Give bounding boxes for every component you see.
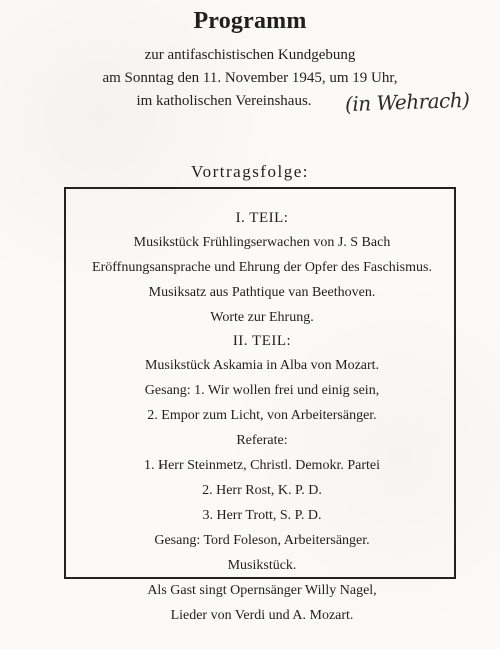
part-two-item: 2. Empor zum Licht, von Arbeitersänger. — [147, 408, 377, 423]
part-two-item: Referate: — [236, 433, 288, 448]
document-title: Programm — [193, 8, 307, 34]
part-two-item: 2. Herr Rost, K. P. D. — [202, 483, 322, 498]
program-order-heading: Vortragsfolge: — [191, 162, 309, 181]
part-one-item: Eröffnungsansprache und Ehrung der Opfer des Faschismus. — [92, 260, 432, 275]
part-two-item: Als Gast singt Opernsänger Willy Nagel, — [147, 583, 377, 598]
part-two-item: 1. Herr Steinmetz, Christl. Demokr. Partei — [143, 458, 380, 473]
event-date-line: am Sonntag den 11. November 1945, um 19 Uhr, — [102, 70, 398, 86]
part-one-item: Worte zur Ehrung. — [210, 310, 314, 325]
part-two-item: Musikstück. — [227, 558, 297, 573]
part-two-item: Lieder von Verdi und A. Mozart. — [170, 608, 354, 623]
part-two-item: Gesang: Tord Foleson, Arbeitersänger. — [154, 533, 370, 548]
part-one-item: Musiksatz aus Pathtique van Beethoven. — [148, 285, 376, 300]
program-box — [64, 187, 456, 623]
event-description-line: zur antifaschistischen Kundgebung — [144, 47, 356, 63]
part-one-title: I. TEIL: — [235, 210, 289, 226]
part-one-item: Musikstück Frühlingserwachen von J. S Bach — [133, 235, 391, 250]
part-two-item: 3. Herr Trott, S. P. D. — [202, 508, 322, 523]
paper-speck — [160, 465, 163, 468]
part-two-item: Gesang: 1. Wir wollen frei und einig sein, — [144, 383, 380, 398]
handwritten-note: (in Wehrach) — [344, 87, 470, 117]
part-two-item: Musikstück Askamia in Alba von Mozart. — [144, 358, 380, 373]
part-two-title: II. TEIL: — [232, 333, 292, 349]
event-location-line: im katholischen Vereinshaus. — [136, 93, 312, 109]
